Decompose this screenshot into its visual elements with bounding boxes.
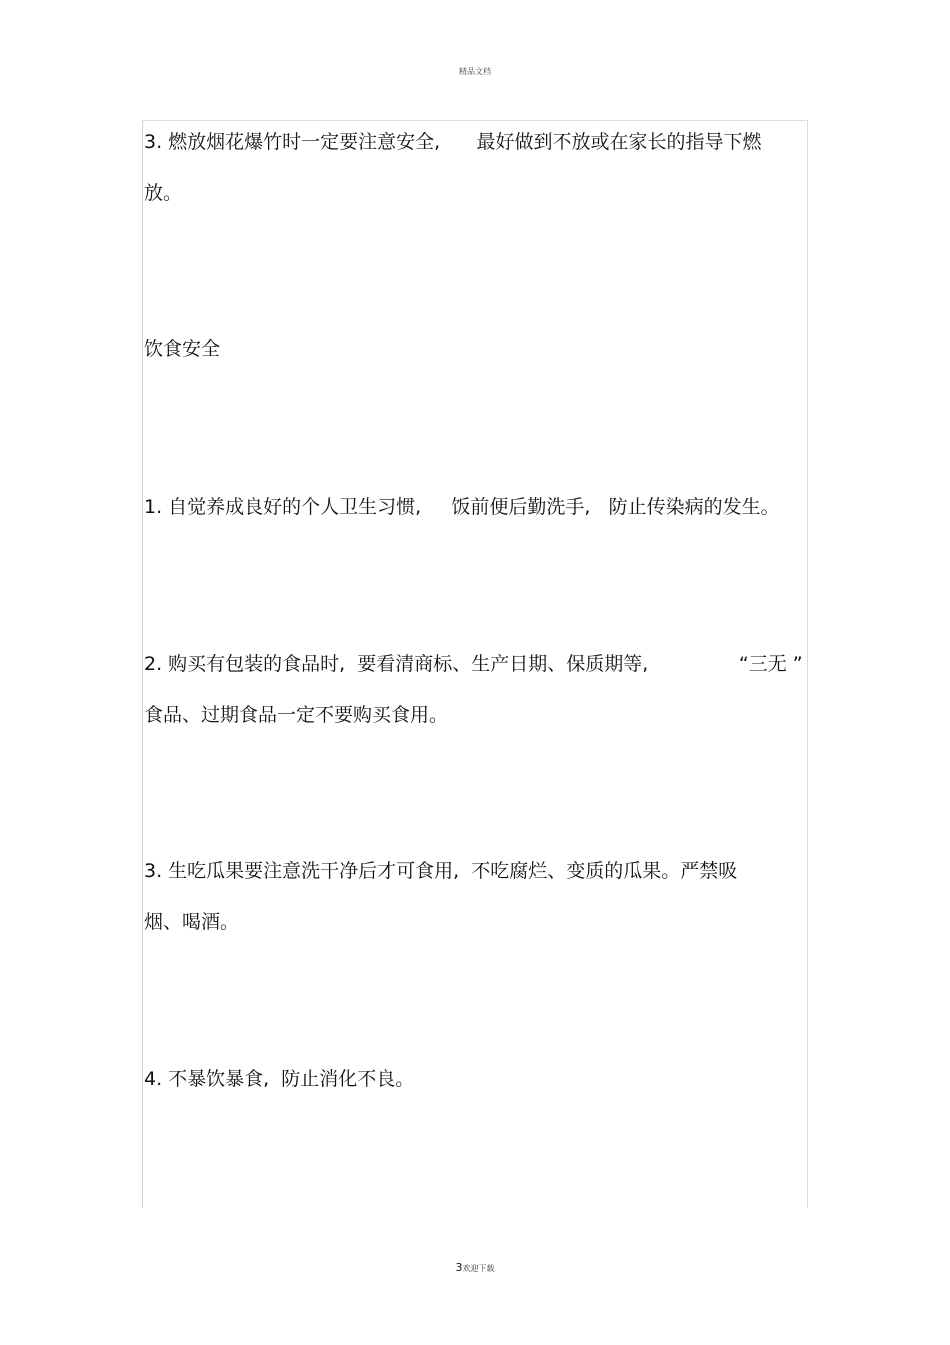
item-3-fireworks-line-1: 3. 燃放烟花爆竹时一定要注意安全, 最好做到不放或在家长的指导下燃 xyxy=(144,131,762,153)
frame-right-border xyxy=(807,120,808,1208)
page-header: 精品文档 xyxy=(459,67,491,76)
item-3-fireworks-line-2: 放。 xyxy=(144,182,183,204)
frame-left-border xyxy=(142,120,143,1208)
page-footer xyxy=(0,1261,950,1274)
section-heading-food-safety: 饮食安全 xyxy=(144,338,221,360)
footer-text: 欢迎下载 xyxy=(462,1264,495,1273)
item-2-packaged-food-line-1: 2. 购买有包装的食品时, 要看清商标、生产日期、保质期等, “三无 ” xyxy=(144,653,803,675)
item-4-overeating-line-1: 4. 不暴饮暴食, 防止消化不良。 xyxy=(144,1068,415,1090)
item-1-hygiene-line-1: 1. 自觉养成良好的个人卫生习惯, 饭前便后勤洗手, 防止传染病的发生。 xyxy=(144,496,780,518)
item-3-fruit-line-1: 3. 生吃瓜果要注意洗干净后才可食用, 不吃腐烂、变质的瓜果。严禁吸 xyxy=(144,860,738,882)
frame-top-border xyxy=(142,120,808,121)
item-2-packaged-food-line-2: 食品、过期食品一定不要购买食用。 xyxy=(144,704,449,726)
page-number: 3 xyxy=(455,1261,463,1274)
item-3-fruit-line-2: 烟、喝酒。 xyxy=(144,911,240,933)
